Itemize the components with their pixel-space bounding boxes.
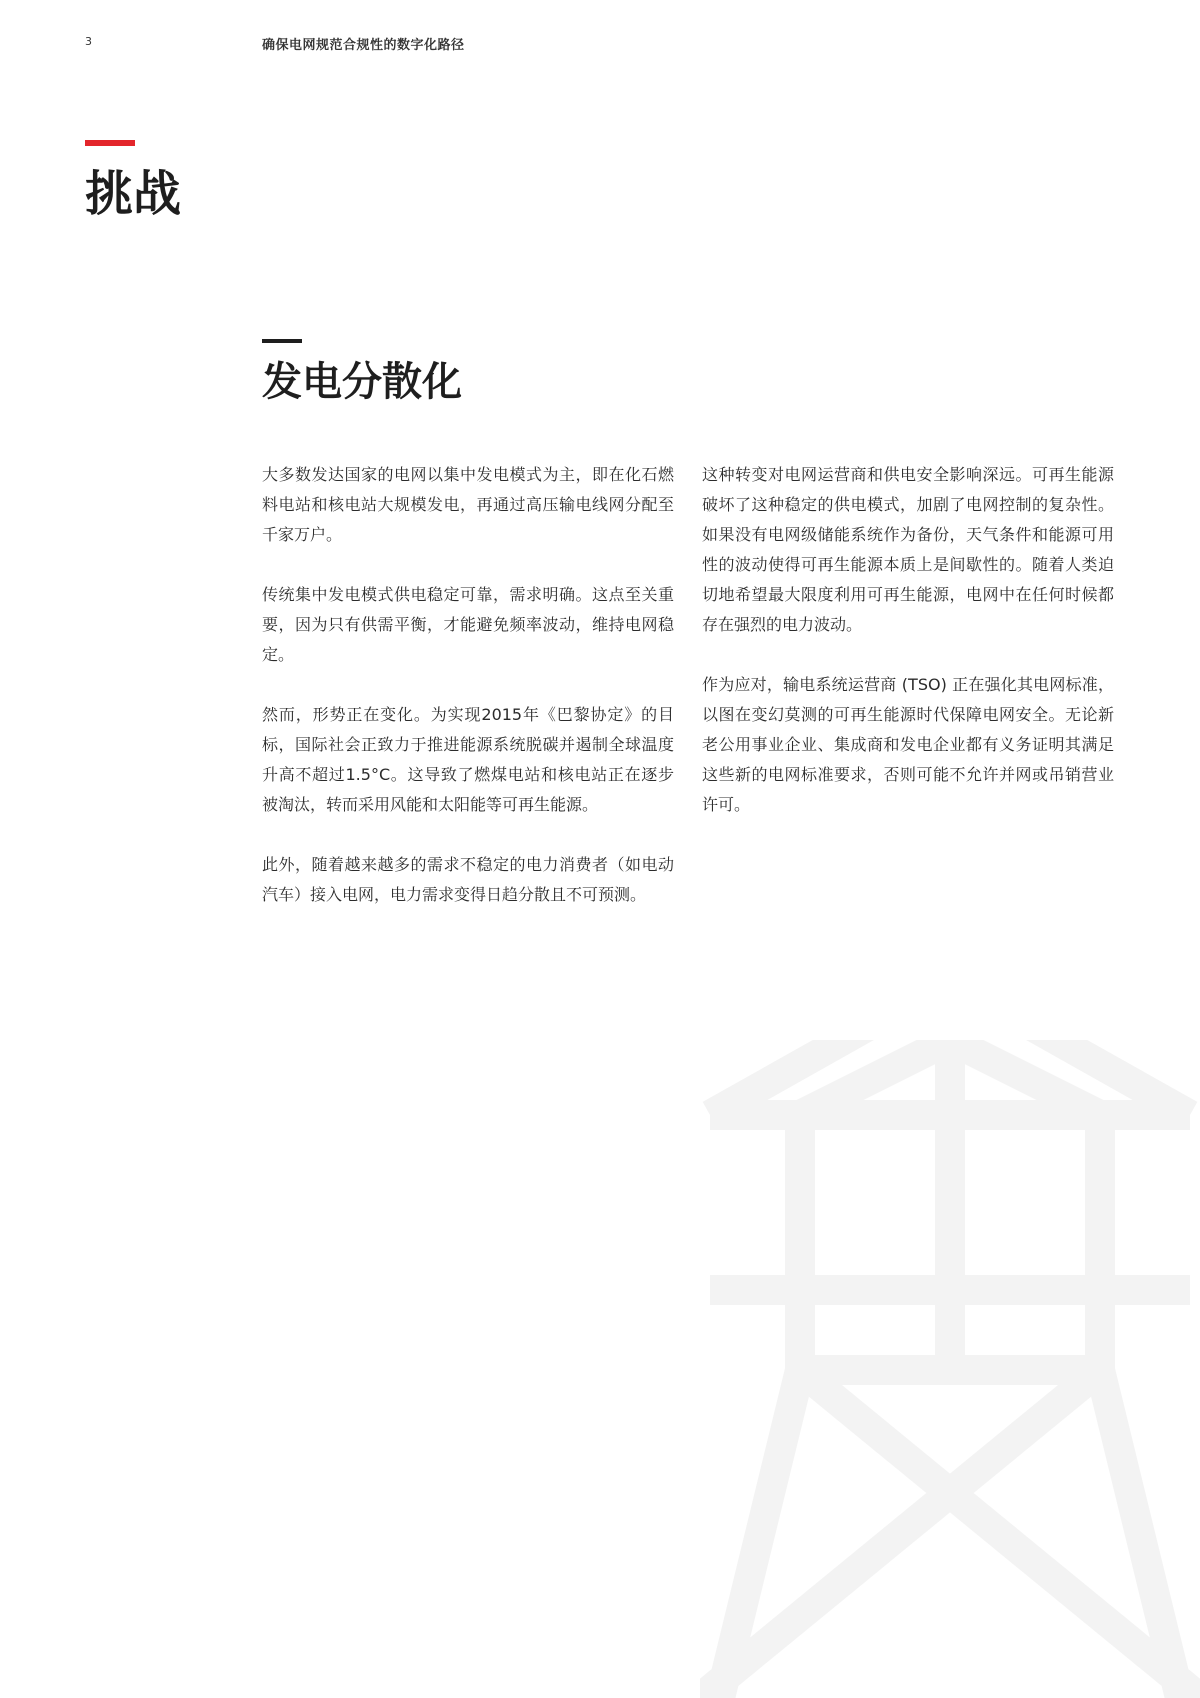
running-title: 确保电网规范合规性的数字化路径 — [262, 38, 465, 53]
paragraph: 作为应对，输电系统运营商 (TSO) 正在强化其电网标准，以图在变幻莫测的可再生能源时代保障电网安全。无论新老公用事业企业、集成商和发电企业都有义务证明其满足这些新的电网标准要求，否则可能不允许并网或吊销营业许可。 — [702, 675, 1114, 814]
right-column — [702, 460, 1114, 850]
chapter-title: 挑战 — [85, 166, 182, 222]
page-number: 3 — [85, 35, 92, 48]
section-title: 发电分散化 — [262, 359, 462, 405]
transmission-tower-icon — [700, 1040, 1200, 1698]
paragraph: 大多数发达国家的电网以集中发电模式为主，即在化石燃料电站和核电站大规模发电，再通过高压输电线网分配至千家万户。 — [262, 465, 674, 544]
paragraph: 然而，形势正在变化。为实现2015年《巴黎协定》的目标，国际社会正致力于推进能源系统脱碳并遏制全球温度升高不超过1.5°C。这导致了燃煤电站和核电站正在逐步被淘汰，转而采用风能和太阳能等可再生能源。 — [262, 705, 674, 814]
accent-bar — [85, 140, 135, 146]
paragraph: 传统集中发电模式供电稳定可靠，需求明确。这点至关重要，因为只有供需平衡，才能避免频率波动，维持电网稳定。 — [262, 585, 674, 664]
paragraph: 这种转变对电网运营商和供电安全影响深远。可再生能源破坏了这种稳定的供电模式，加剧了电网控制的复杂性。如果没有电网级储能系统作为备份，天气条件和能源可用性的波动使得可再生能源本质上是间歇性的。随着人类迫切地希望最大限度利用可再生能源，电网中在任何时候都存在强烈的电力波动。 — [702, 465, 1114, 634]
section-divider — [262, 339, 302, 343]
paragraph: 此外，随着越来越多的需求不稳定的电力消费者（如电动汽车）接入电网，电力需求变得日趋分散且不可预测。 — [262, 855, 674, 904]
left-column — [262, 460, 674, 940]
